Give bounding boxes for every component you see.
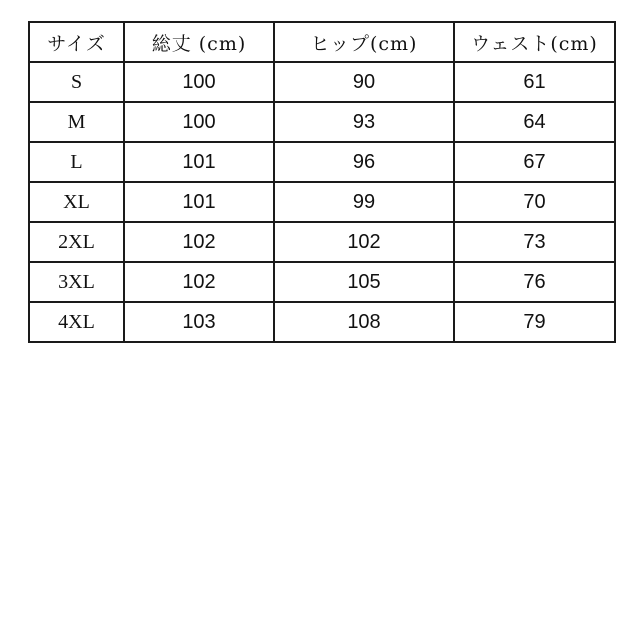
table-row <box>29 62 615 102</box>
table-row <box>29 102 615 142</box>
size-cell: 2XL <box>29 222 124 262</box>
size-cell: L <box>29 142 124 182</box>
table-row <box>29 222 615 262</box>
hip-cell: 108 <box>274 302 454 342</box>
size-cell: XL <box>29 182 124 222</box>
total-length-cell: 100 <box>124 102 274 142</box>
waist-cell: 76 <box>454 262 615 302</box>
header-waist: ウェスト(cm) <box>454 22 615 62</box>
total-length-cell: 100 <box>124 62 274 102</box>
size-cell: S <box>29 62 124 102</box>
size-cell: M <box>29 102 124 142</box>
waist-cell: 70 <box>454 182 615 222</box>
waist-cell: 73 <box>454 222 615 262</box>
size-chart-table <box>28 21 616 343</box>
total-length-cell: 102 <box>124 262 274 302</box>
waist-cell: 61 <box>454 62 615 102</box>
total-length-cell: 101 <box>124 182 274 222</box>
table-row <box>29 262 615 302</box>
waist-cell: 79 <box>454 302 615 342</box>
table-row <box>29 182 615 222</box>
hip-cell: 90 <box>274 62 454 102</box>
size-cell: 3XL <box>29 262 124 302</box>
hip-cell: 102 <box>274 222 454 262</box>
size-cell: 4XL <box>29 302 124 342</box>
header-size: サイズ <box>29 22 124 62</box>
table-row <box>29 142 615 182</box>
hip-cell: 93 <box>274 102 454 142</box>
total-length-cell: 103 <box>124 302 274 342</box>
hip-cell: 99 <box>274 182 454 222</box>
header-total-length: 総丈 (cm) <box>124 22 274 62</box>
hip-cell: 96 <box>274 142 454 182</box>
waist-cell: 67 <box>454 142 615 182</box>
total-length-cell: 102 <box>124 222 274 262</box>
total-length-cell: 101 <box>124 142 274 182</box>
table-header-row <box>29 22 615 62</box>
waist-cell: 64 <box>454 102 615 142</box>
hip-cell: 105 <box>274 262 454 302</box>
header-hip: ヒップ(cm) <box>274 22 454 62</box>
table-row <box>29 302 615 342</box>
